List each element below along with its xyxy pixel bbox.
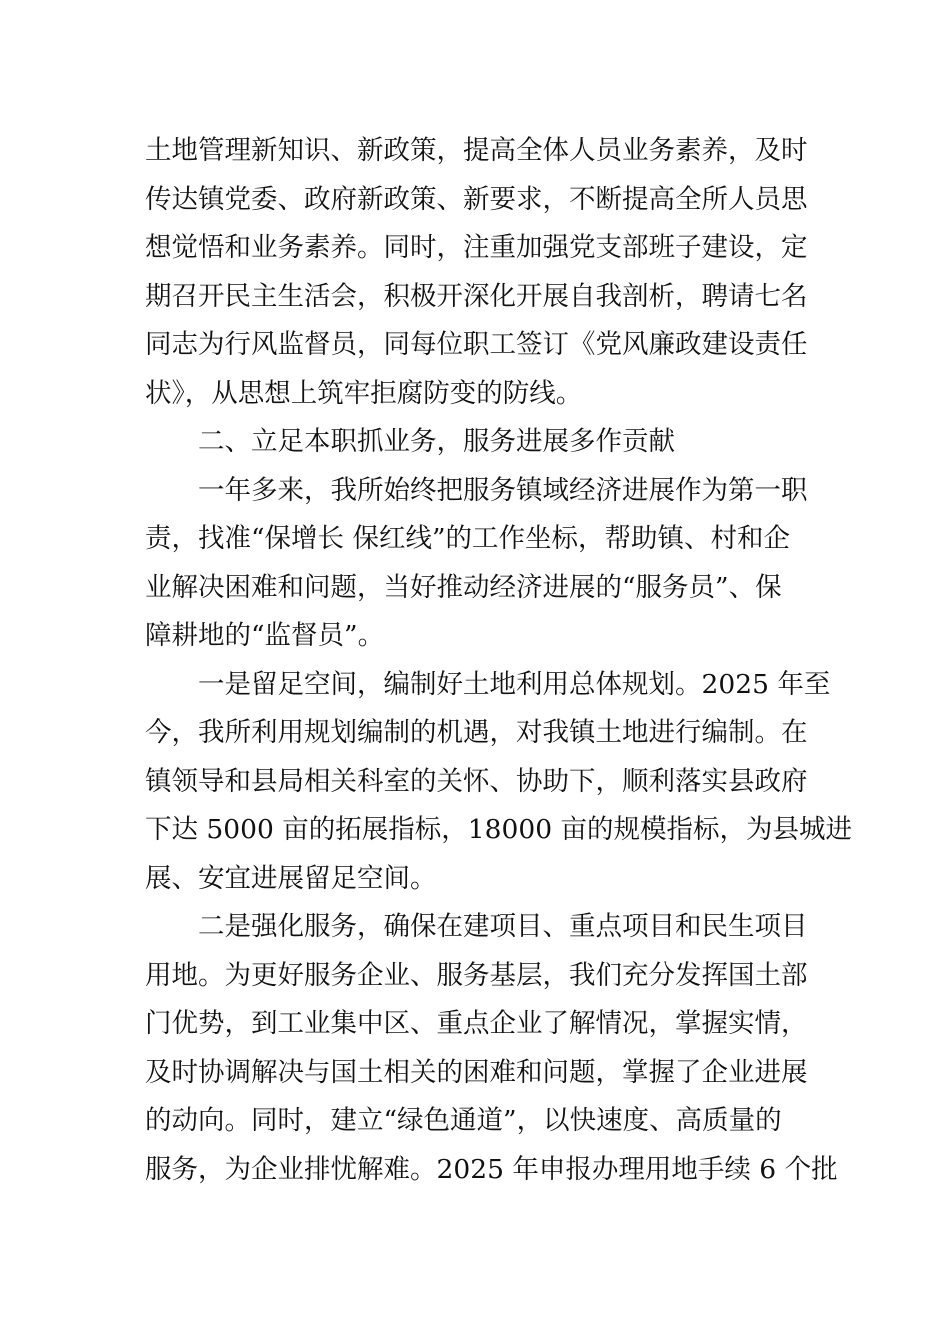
body-line: 同志为行风监督员，同每位职工签订《党风廉政建设责任 bbox=[145, 329, 808, 360]
body-line: 责，找准“保增长 保红线”的工作坐标，帮助镇、村和企 bbox=[145, 523, 791, 554]
paragraph-first-line: 一是留足空间，编制好土地利用总体规划。2025 年至 bbox=[198, 668, 831, 700]
body-line: 土地管理新知识、新政策，提高全体人员业务素养，及时 bbox=[145, 135, 808, 166]
body-line: 障耕地的“监督员”。 bbox=[145, 620, 385, 651]
body-line: 想觉悟和业务素养。同时，注重加强党支部班子建设，定 bbox=[145, 232, 808, 263]
paragraph-first-line: 一年多来，我所始终把服务镇域经济进展作为第一职 bbox=[198, 474, 808, 506]
body-line: 下达 5000 亩的拓展指标，18000 亩的规模指标，为县城进 bbox=[145, 814, 853, 845]
body-line: 今，我所利用规划编制的机遇，对我镇土地进行编制。在 bbox=[145, 717, 808, 748]
body-line: 及时协调解决与国土相关的困难和问题，掌握了企业进展 bbox=[145, 1056, 808, 1088]
body-line: 用地。为更好服务企业、服务基层，我们充分发挥国土部 bbox=[145, 959, 808, 991]
body-line: 展、安宜进展留足空间。 bbox=[145, 862, 437, 894]
body-line: 的动向。同时，建立“绿色通道”，以快速度、高质量的 bbox=[145, 1105, 782, 1136]
paragraph-first-line: 二是强化服务，确保在建项目、重点项目和民生项目 bbox=[198, 911, 808, 942]
body-line: 镇领导和县局相关科室的关怀、协助下，顺利落实县政府 bbox=[145, 765, 808, 797]
body-line: 期召开民主生活会，积极开深化开展自我剖析，聘请七名 bbox=[145, 280, 808, 312]
body-line: 传达镇党委、政府新政策、新要求，不断提高全所人员思 bbox=[145, 183, 808, 215]
body-line: 状》，从思想上筑牢拒腐防变的防线。 bbox=[145, 377, 583, 409]
body-line: 业解决困难和问题，当好推动经济进展的“服务员”、保 bbox=[145, 571, 782, 603]
document-body bbox=[145, 127, 853, 1194]
body-line: 门优势，到工业集中区、重点企业了解情况，掌握实情， bbox=[145, 1008, 808, 1039]
section-heading: 二、立足本职抓业务，服务进展多作贡献 bbox=[198, 426, 675, 457]
body-line: 服务，为企业排忧解难。2025 年申报办理用地手续 6 个批 bbox=[145, 1153, 838, 1185]
